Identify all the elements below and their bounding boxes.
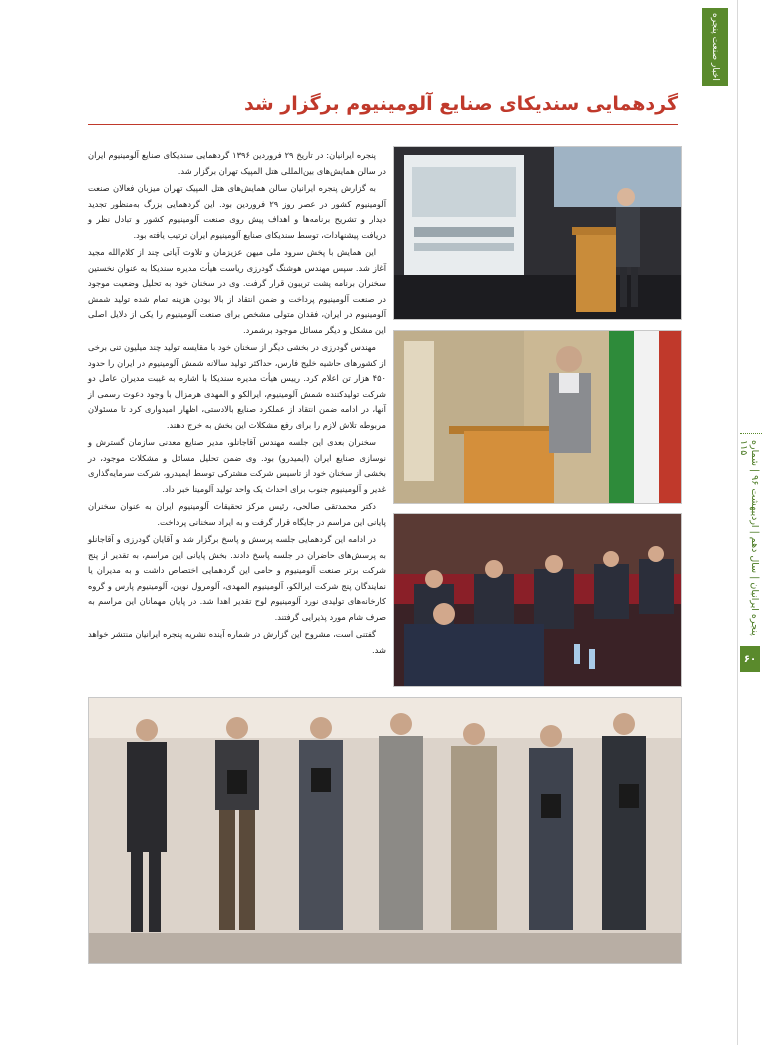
photo-speaker-banner — [393, 146, 682, 320]
paragraph: دکتر محمدتقی صالحی، رئیس مرکز تحقیقات آلومینیوم ایران به عنوان سخنران پایانی این مراسم در جایگاه قرار گرفت و به ایراد سخنانی پرداخت. — [88, 501, 386, 527]
paragraph: این همایش با پخش سرود ملی میهن عزیزمان و تلاوت آیاتی چند از کلام‌الله مجید آغاز شد. سپس مهندس هوشنگ گودرزی ریاست هیأت مدیره سندیکا به عنوان نخستین سخنران برنامه پشت تریبون قرار گرفت. وی در سخنان خود به تحلیل وضعیت موجود در صنعت آلومینیوم پرداخت و ضمن انتقاد از بالا بودن هزینه تمام شده تولید شمش آلومینیوم در ایران، فقدان متولی مشخص برای صنعت آلومینیوم را یکی از دلایل اصلی این مشکل و دیگر مسائل موجود برشمرد. — [88, 247, 386, 335]
section-tab: اخبار صنعت پنجره — [702, 8, 728, 86]
paragraph: پنجره ایرانیان: در تاریخ ۲۹ فروردین ۱۳۹۶ گردهمایی سندیکای صنایع آلومینیوم ایران در سالن همایش‌های بین‌المللی هتل المپیک تهران برگزار شد. — [88, 150, 386, 176]
dotted-rule — [740, 433, 762, 434]
paragraph: مهندس گودرزی در بخشی دیگر از سخنان خود با مقایسه تولید چند میلیون تنی برخی از کشورهای حاشیه خلیج فارس، حداکثر تولید سالانه شمش آلومینیوم در ایران را حدود ۴۵۰ هزار تن اعلام کرد. رییس هیأت مدیره سندیکا با اشاره به غیبت مدیران عامل دو شرکت تولیدکننده شمش آلومینیوم، ایرالکو و المهدی هرمزال با وجود دعوت رسمی از آنها، در ادامه ضمن انتقاد از عملکرد صنایع بالادستی، اظهار امیدواری کرد تا مسئولان مربوطه تلاش لازم را برای رفع مشکلات این بخش به خرج دهند. — [88, 342, 386, 430]
photo-speaker-flag — [393, 330, 682, 504]
paragraph: در ادامه این گردهمایی جلسه پرسش و پاسخ برگزار شد و آقایان گودرزی و آقاجانلو به پرسش‌های حاضران در جلسه پاسخ دادند. بخش پایانی این مراسم، به تقدیر از پنج شرکت برتر صنعت آلومینیوم و حامی این گردهمایی اختصاص داشت و به مدیران یا نمایندگان پنج شرکت ایرالکو، آلومینیوم المهدی، آلومرول نوین، آلومینیوم پارس و گروه کارخانه‌های تولیدی نورد آلومینیوم لوح تقدیر اهدا شد. در پایان مهمانان این مراسم به صرف شام مورد پذیرایی گرفتند. — [88, 534, 386, 622]
title-rule — [88, 124, 678, 125]
paragraph: گفتنی است، مشروح این گزارش در شماره آینده نشریه پنجره ایرانیان منتشر خواهد شد. — [88, 629, 386, 655]
paragraph: به گزارش پنجره ایرانیان سالن همایش‌های هتل المپیک تهران میزبان فعالان صنعت آلومینیوم کشور در عصر روز ۲۹ فروردین بود. این گردهمایی بزرگ به‌منظور تجدید دیدار و تشریح برنامه‌ها و اهداف پیش روی صنعت آلومینیوم کشور و تبادل نظر و دریافت پیشنهادات، توسط سندیکای صنایع آلومینیوم ایران ترتیب یافته بود. — [88, 183, 386, 240]
photo-award-recipients — [88, 697, 682, 964]
page-number: ۶۰ — [740, 646, 760, 672]
photo-audience — [393, 513, 682, 687]
issue-info: پنجره ایرانیان | سال دهم | اردیبهشت ۹۶ | شماره ۱۱۵ — [738, 440, 760, 636]
article-body — [88, 148, 386, 660]
paragraph: سخنران بعدی این جلسه مهندس آقاجانلو، مدیر صنایع معدنی سازمان گسترش و نوسازی صنایع ایران (ایمیدرو) بود. وی ضمن تحلیل مسائل و مشکلات موجود، در بخشی از سخنان خود از تاسیس شرکت مشترکی توسط ایمیدرو، شرکت سرمایه‌گذاری غدیر و آلومینیوم جنوب برای احداث یک واحد تولید آلومینا خبر داد. — [88, 437, 386, 494]
article-title: گردهمایی سندیکای صنایع آلومینیوم برگزار شد — [244, 93, 678, 115]
